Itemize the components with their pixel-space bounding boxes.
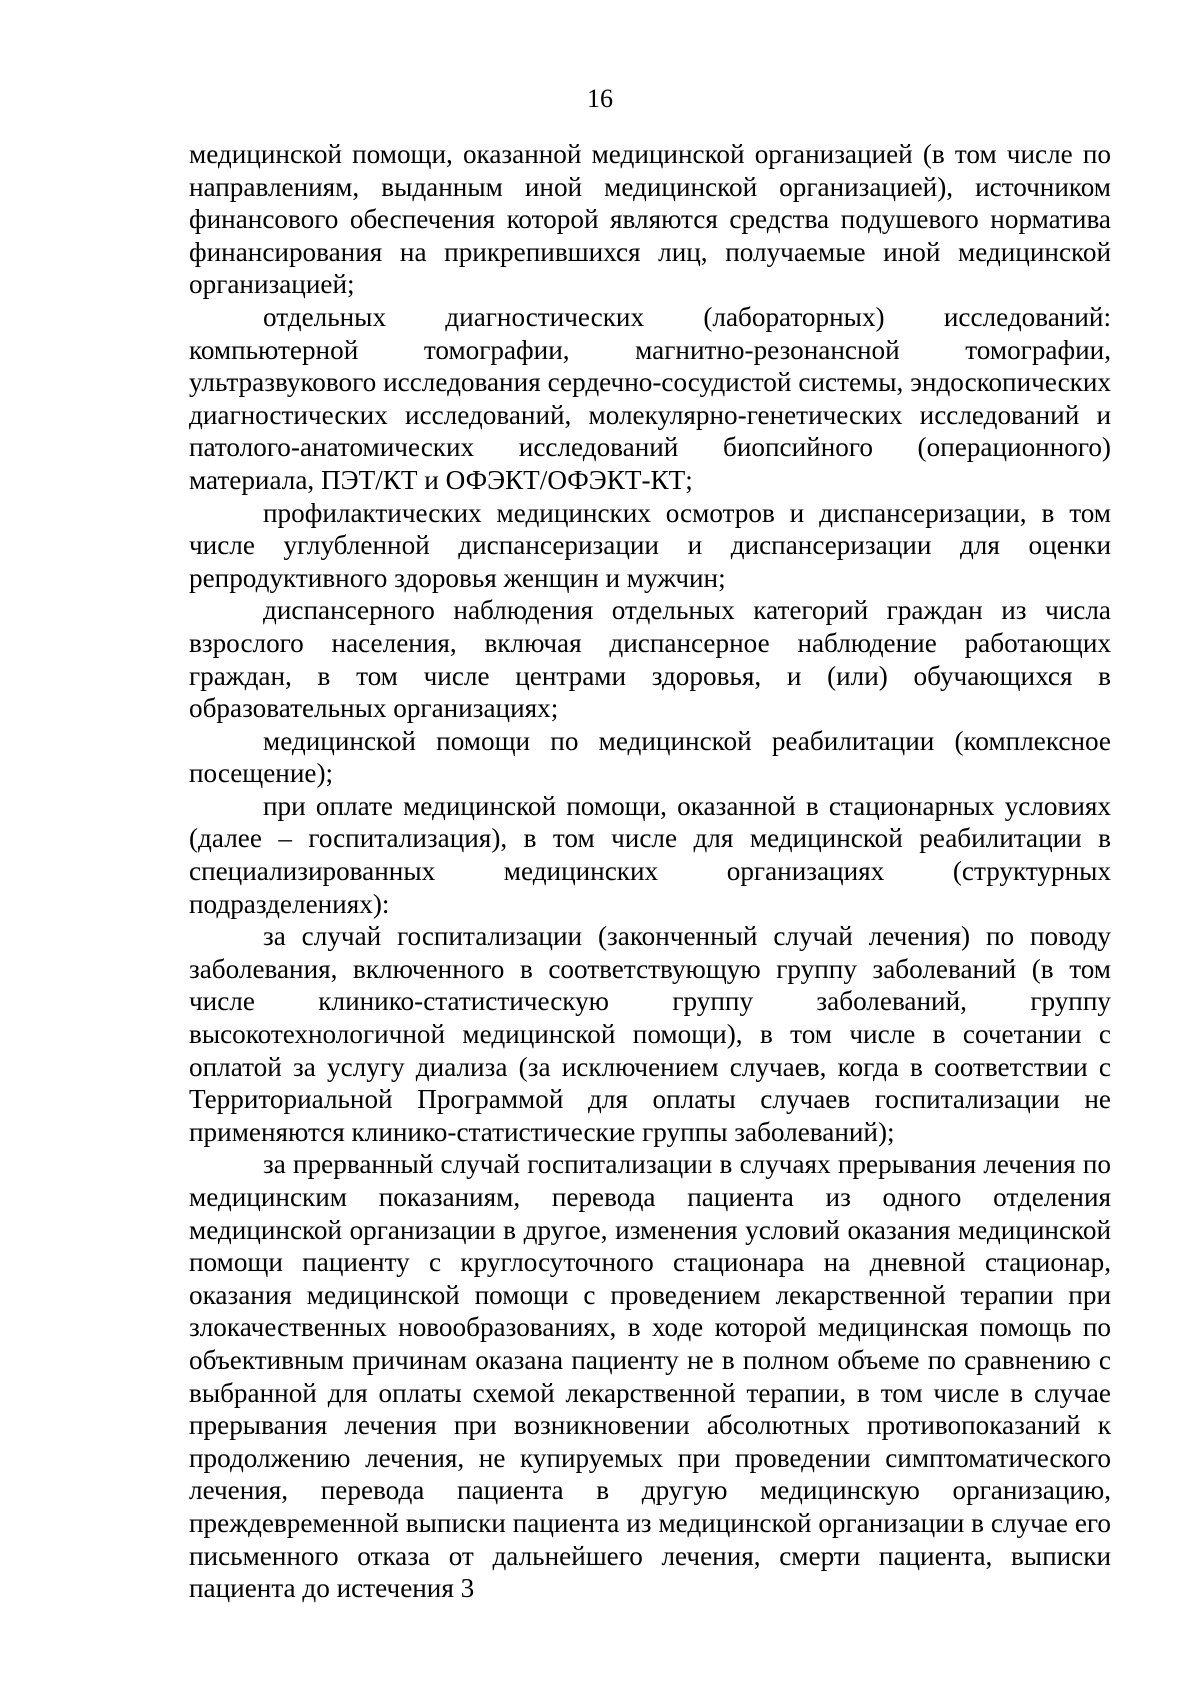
paragraph-dispensary-observation: диспансерного наблюдения отдельных категорий граждан из числа взрослого населения, включая диспансерное наблюдение работающих граждан, в том числе центрами здоровья, и (или) обучающихся в образовательных организациях; xyxy=(189,595,1111,724)
paragraph-interrupted-case: за прерванный случай госпитализации в случаях прерывания лечения по медицинским показаниям, перевода пациента из одного отделения медицинской организации в другое, изменения условий оказания медицинской помощи пациенту с круглосуточного стационара на дневной стационар, оказания медицинской помощи с проведением лекарственной терапии при злокачественных новообразованиях, в ходе которой медицинская помощь по объективным причинам оказана пациенту не в полном объеме по сравнению с выбранной для оплаты схемой лекарственной терапии, в том числе в случае прерывания лечения при возникновении абсолютных противопоказаний к продолжению лечения, не купируемых при проведении симптоматического лечения, перевода пациента в другую медицинскую организацию, преждевременной выписки пациента из медицинской организации в случае его письменного отказа от дальнейшего лечения, смерти пациента, выписки пациента до истечения 3 xyxy=(189,1149,1111,1604)
paragraph-diagnostic-studies: отдельных диагностических (лабораторных) исследований: компьютерной томографии, магнитно-резонансной томографии, ультразвукового исследования сердечно-сосудистой системы, эндоскопических диагностических исследований, молекулярно-генетических исследований и патолого-анатомических исследований биопсийного (операционного) материала, ПЭТ/КТ и ОФЭКТ/ОФЭКТ-КТ; xyxy=(189,301,1111,495)
paragraph-preventive-checkups: профилактических медицинских осмотров и диспансеризации, в том числе углубленной диспансеризации и диспансеризации для оценки репродуктивного здоровья женщин и мужчин; xyxy=(189,497,1111,593)
page-number: 16 xyxy=(587,84,613,113)
paragraph-inpatient-payment: при оплате медицинской помощи, оказанной в стационарных условиях (далее – госпитализация), в том числе для медицинской реабилитации в специализированных медицинских организациях (структурных подразделениях): xyxy=(189,790,1111,919)
paragraph-hospitalization-case: за случай госпитализации (законченный случай лечения) по поводу заболевания, включенного в соответствующую группу заболеваний (в том числе клинико-статистическую группу заболеваний, группу высокотехнологичной медицинской помощи), в том числе в сочетании с оплатой за услугу диализа (за исключением случаев, когда в соответствии с Территориальной Программой для оплаты случаев госпитализации не применяются клинико-статистические группы заболеваний); xyxy=(189,921,1111,1147)
paragraph-rehabilitation-visit: медицинской помощи по медицинской реабилитации (комплексное посещение); xyxy=(189,725,1111,789)
paragraph-continuation: медицинской помощи, оказанной медицинской организацией (в том числе по направлениям, выданным иной медицинской организацией), источником финансового обеспечения которой являются средства подушевого норматива финансирования на прикрепившихся лиц, получаемые иной медицинской организацией; xyxy=(189,139,1111,300)
document-body xyxy=(189,138,1111,1605)
